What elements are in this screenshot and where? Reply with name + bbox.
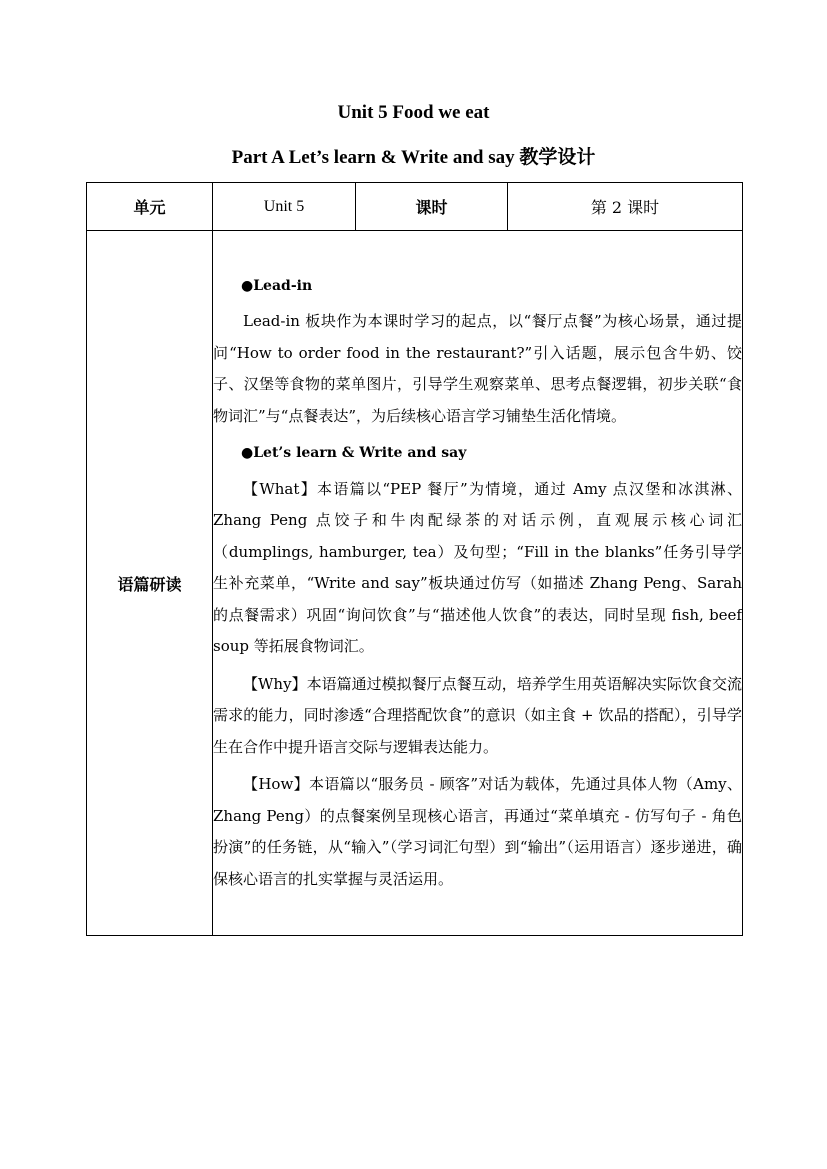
- learn-heading: ●Let’s learn & Write and say: [241, 445, 467, 462]
- document-subtitle: Part A Let’s learn & Write and say 教学设计: [231, 147, 596, 168]
- analysis-row: [87, 231, 743, 936]
- analysis-label-cell: 语篇研读: [87, 231, 213, 936]
- how-paragraph: 【How】本语篇以“服务员 - 顾客”对话为载体，先通过具体人物（Amy、Zhang Peng）的点餐案例呈现核心语言，再通过“菜单填充 - 仿写句子 - 角色扮演”的任务链，从“输入”（学习词汇句型）到“输出”（运用语言）逐步递进，确保核心语言的扎实掌握与灵活运用。: [213, 775, 742, 888]
- lesson-plan-table: [86, 182, 743, 936]
- analysis-content-cell: [213, 231, 743, 936]
- leadin-heading: ●Lead-in: [241, 277, 313, 294]
- header-row: [87, 183, 743, 231]
- period-value-cell: 第 2 课时: [508, 183, 743, 231]
- period-label-cell: 课时: [356, 183, 508, 231]
- unit-label-cell: 单元: [87, 183, 213, 231]
- document-title: Unit 5 Food we eat: [337, 102, 490, 123]
- unit-value-cell: Unit 5: [213, 183, 356, 231]
- why-paragraph: 【Why】本语篇通过模拟餐厅点餐互动，培养学生用英语解决实际饮食交流需求的能力，同时渗透“合理搭配饮食”的意识（如主食 + 饮品的搭配），引导学生在合作中提升语言交际与逻辑表达能力。: [213, 674, 742, 756]
- leadin-paragraph: Lead-in 板块作为本课时学习的起点，以“餐厅点餐”为核心场景，通过提问“How to order food in the restaurant?”引入话题，展示包含牛奶、饺子、汉堡等食物的菜单图片，引导学生观察菜单、思考点餐逻辑，初步关联“食物词汇”与“点餐表达”，为后续核心语言学习铺垫生活化情境。: [213, 312, 742, 425]
- what-paragraph: 【What】本语篇以“PEP 餐厅”为情境，通过 Amy 点汉堡和冰淇淋、Zhang Peng 点饺子和牛肉配绿茶的对话示例，直观展示核心词汇（dumplings, hamburger, tea）及句型；“Fill in the blanks”任务引导学生补充菜单，“Write and say”板块通过仿写（如描述 Zhang Peng、Sarah 的点餐需求）巩固“询问饮食”与“描述他人饮食”的表达，同时呈现 fish, beef soup 等拓展食物词汇。: [213, 479, 742, 656]
